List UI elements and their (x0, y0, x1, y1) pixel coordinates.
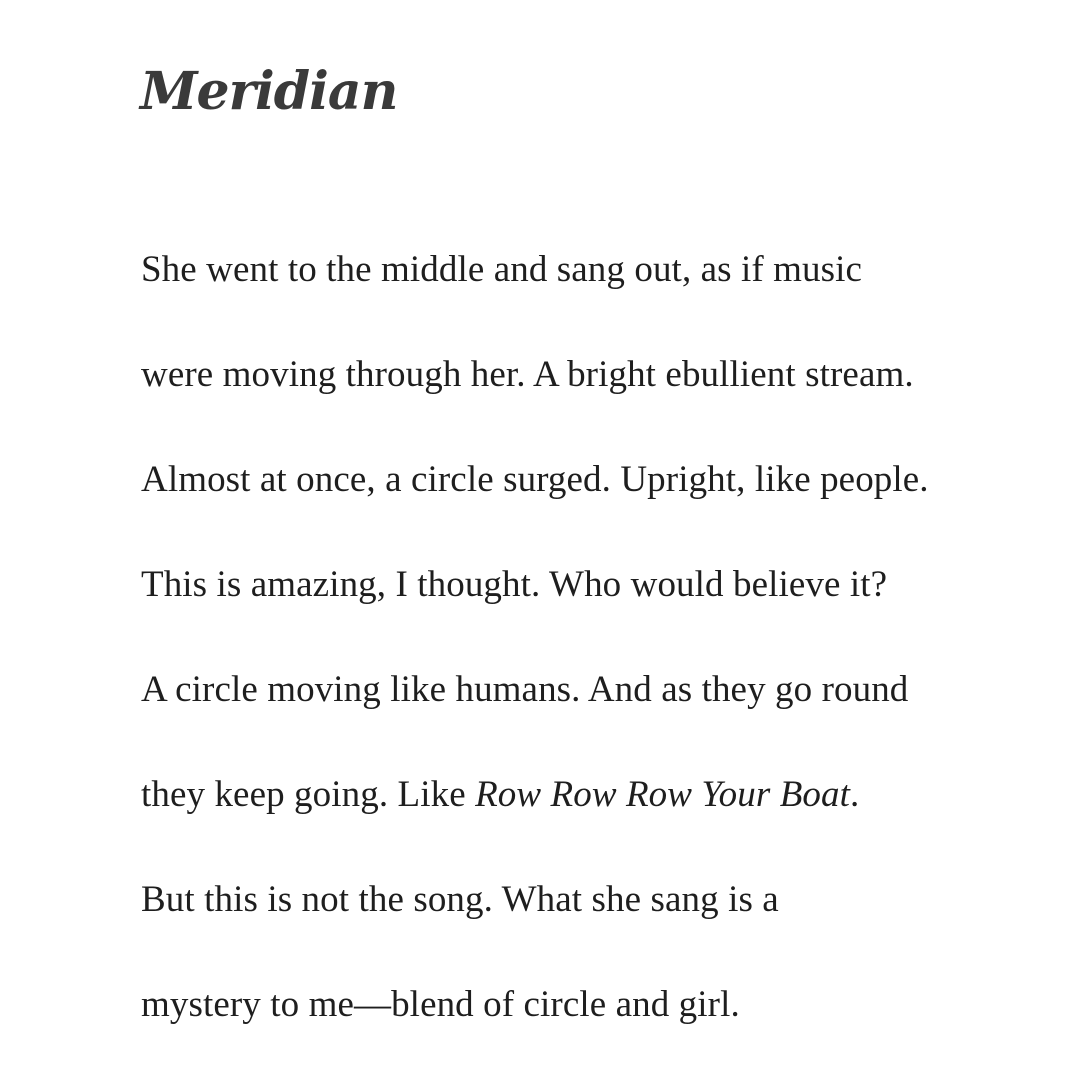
poem-line-3: Almost at once, a circle surged. Upright, like people. (141, 459, 929, 500)
poem-line-6-start: they keep going. Like (141, 774, 476, 815)
poem-line-5: A circle moving like humans. And as they go round (141, 669, 909, 710)
poem-line-6 (141, 773, 1061, 878)
poem-line-1: She went to the middle and sang out, as if music (141, 249, 863, 290)
poem-line-6-end: . (850, 774, 860, 815)
poem-line-4: This is amazing, I thought. Who would believe it? (141, 564, 888, 605)
poem-line-8: mystery to me—blend of circle and girl. (141, 984, 740, 1025)
poem-line-7: But this is not the song. What she sang is a (141, 879, 779, 920)
poem-body (141, 248, 1061, 1088)
poem-title: Meridian (140, 61, 398, 122)
poem-line-2: were moving through her. A bright ebullient stream. (141, 354, 914, 395)
song-title-italic: Row Row Row Your Boat (475, 774, 850, 815)
